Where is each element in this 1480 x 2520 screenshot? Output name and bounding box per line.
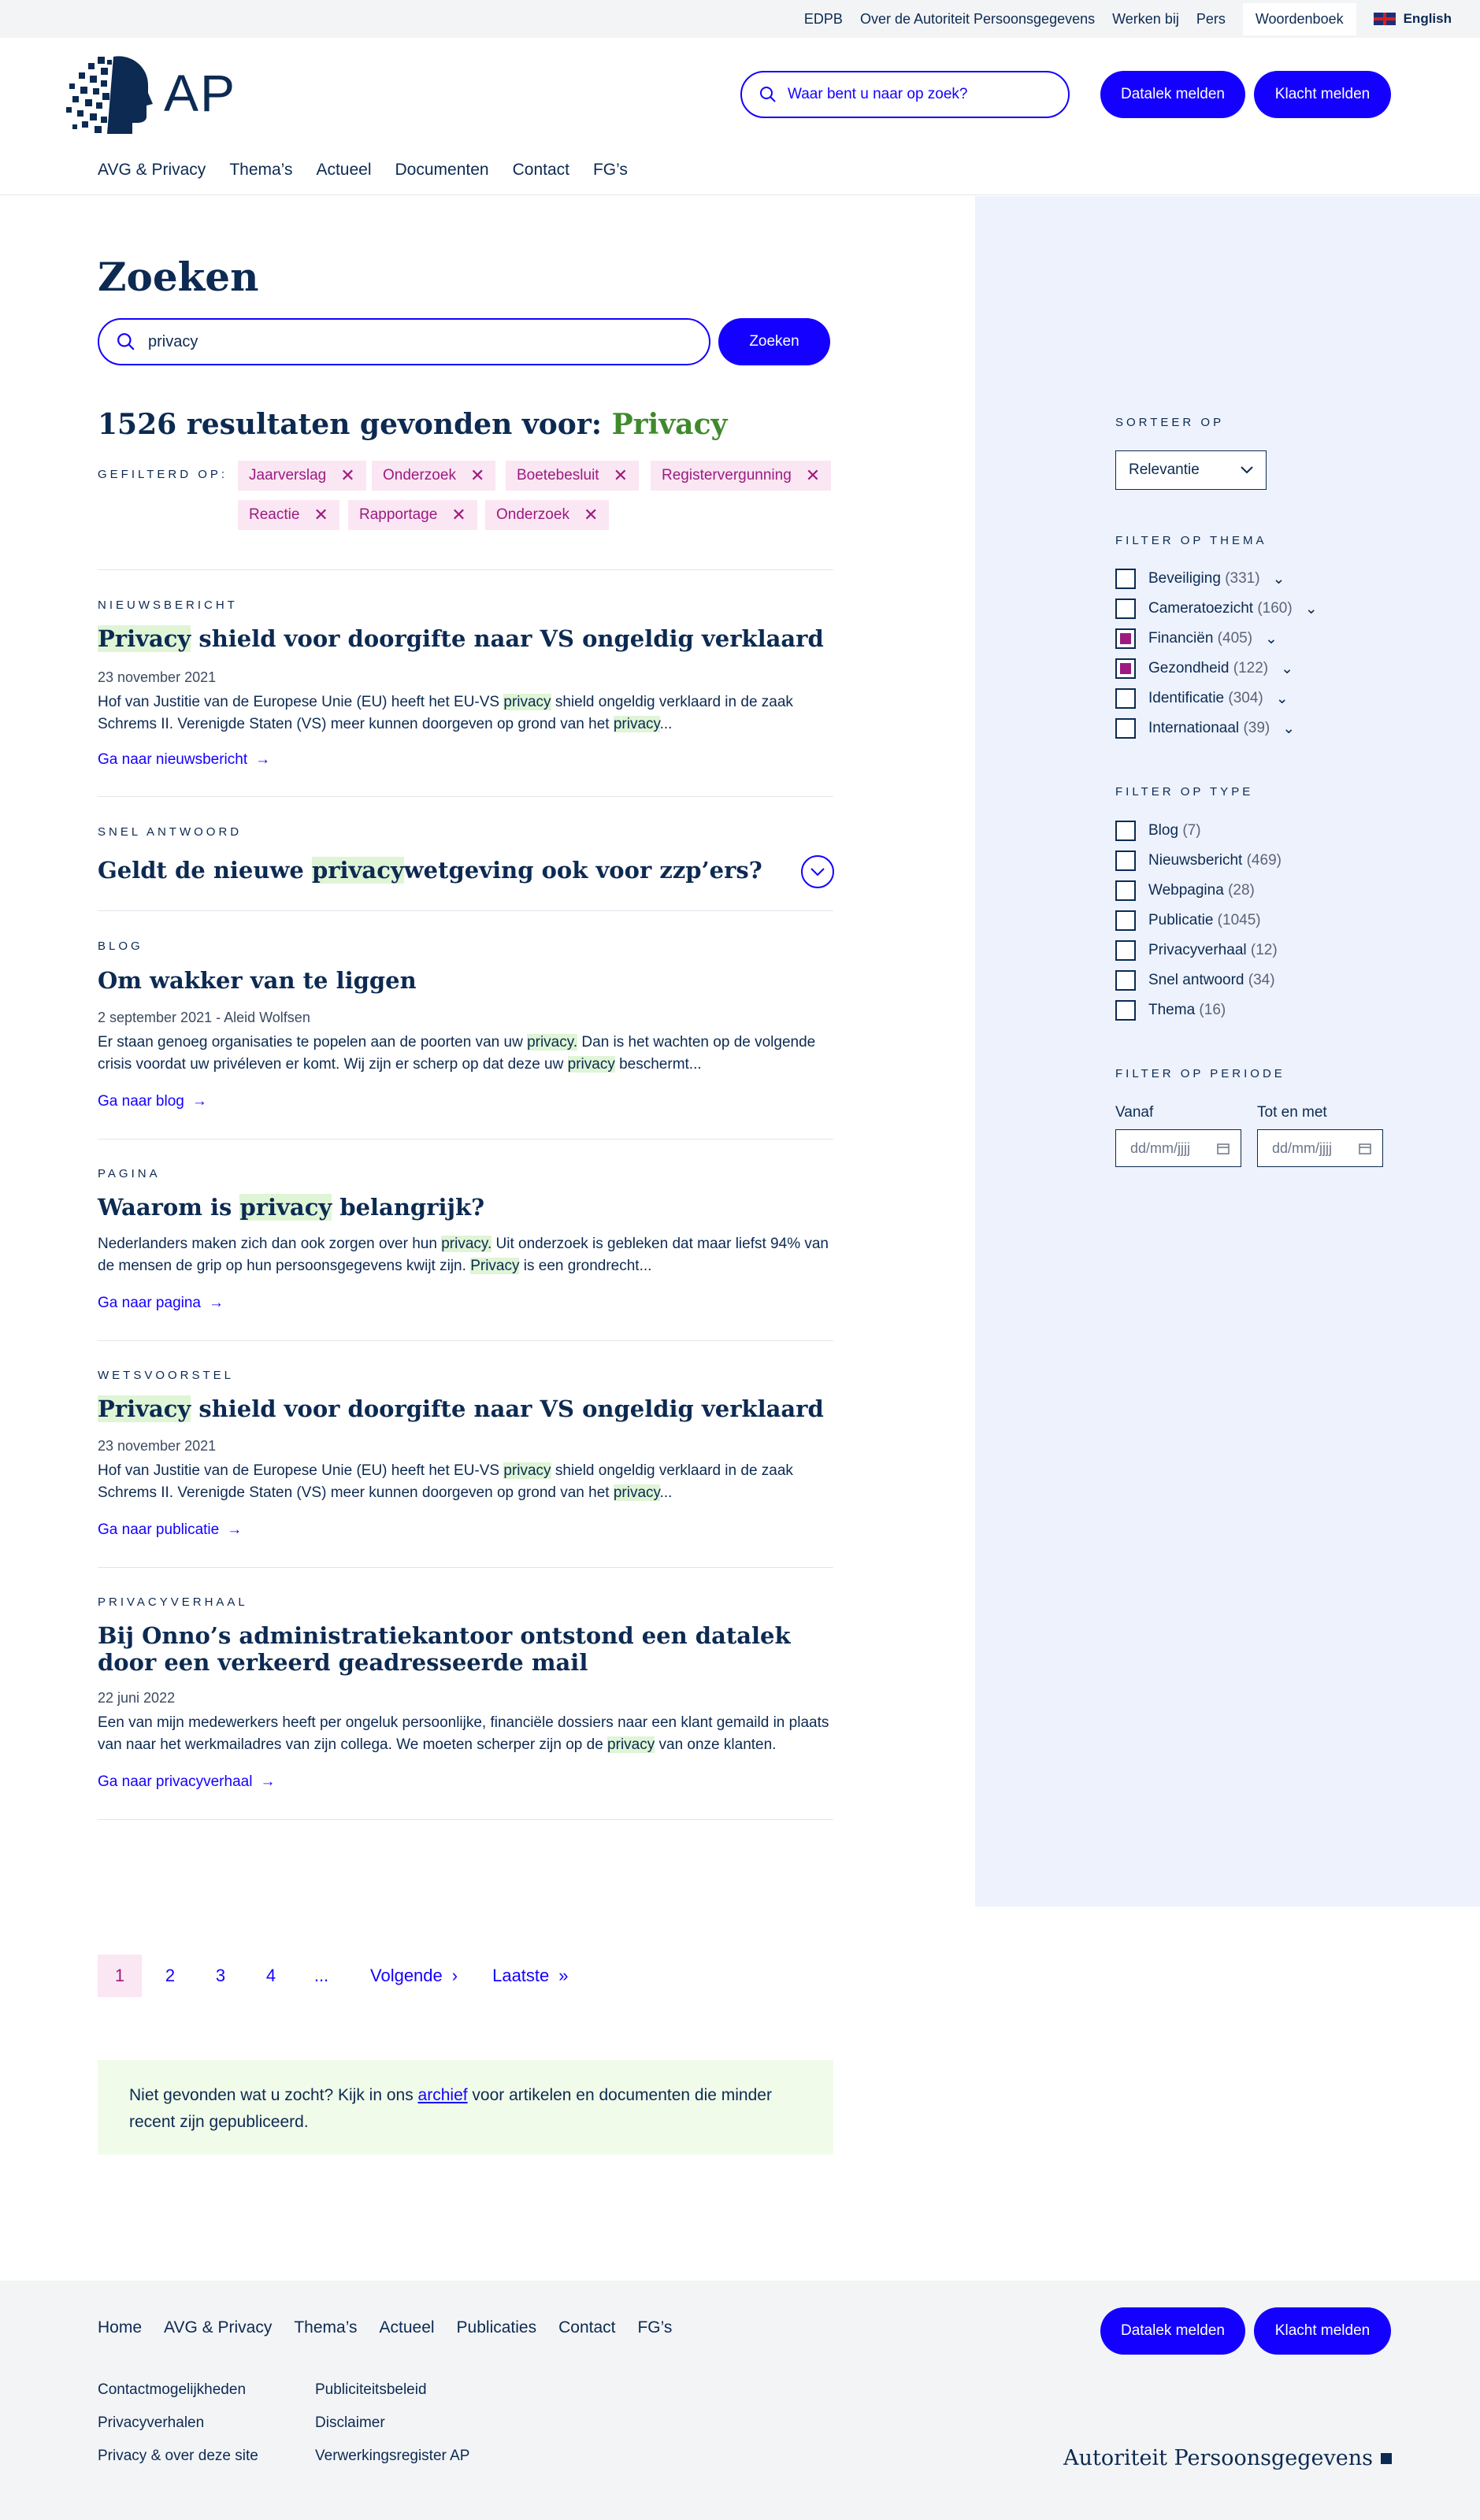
footer-nav-fgs[interactable]: FG’s (637, 2318, 673, 2337)
footer-link[interactable]: Verwerkingsregister AP (315, 2448, 470, 2464)
chip-label: Jaarverslag (249, 467, 327, 484)
filter-chip[interactable] (238, 461, 366, 491)
chevron-down-icon[interactable]: ⌄ (1265, 630, 1278, 647)
footer-link[interactable]: Contactmogelijkheden (98, 2381, 247, 2398)
result-title[interactable]: Bij Onno’s administratiekantoor ontstond een datalek door een verkeerd geadresseerde mail (98, 1622, 791, 1676)
result-title[interactable]: Geldt de nieuwe privacywetgeving ook voor zzp’ers? (98, 857, 762, 884)
filter-chip[interactable] (506, 461, 639, 491)
chip-label: Reactie (249, 506, 300, 523)
utility-bar (0, 0, 1480, 38)
theme-option[interactable]: Internationaal (39) ⌄ (1115, 718, 1295, 739)
main-search[interactable] (98, 318, 710, 365)
main-navigation (98, 161, 628, 180)
archive-link[interactable]: archief (417, 2086, 468, 2104)
footer-nav-publicaties[interactable]: Publicaties (456, 2318, 537, 2337)
footer-brand-text: Autoriteit Persoonsgegevens (1063, 2446, 1373, 2470)
sort-select[interactable] (1115, 450, 1267, 490)
footer-link[interactable]: Disclaimer (315, 2414, 385, 2431)
page-link[interactable]: 2 (165, 1966, 176, 1985)
double-chevron-right-icon: » (558, 1966, 569, 1985)
checkbox[interactable] (1115, 821, 1136, 841)
utility-link-pers[interactable]: Pers (1196, 10, 1226, 27)
result-type: PAGINA (98, 1167, 161, 1180)
filter-label: GEFILTERD OP: (98, 468, 228, 481)
brand-square-icon (1381, 2453, 1392, 2464)
chevron-right-icon: › (451, 1966, 458, 1985)
result-type: NIEUWSBERICHT (98, 598, 238, 612)
checkbox-checked[interactable] (1115, 658, 1136, 679)
arrow-right-icon: → (209, 1295, 224, 1311)
result-type: BLOG (98, 939, 143, 953)
type-option[interactable]: Webpagina (28) (1115, 880, 1255, 901)
site-logo[interactable] (66, 52, 236, 134)
filter-chip[interactable] (372, 461, 495, 491)
page-link[interactable]: 1 (98, 1955, 142, 1997)
footer-link[interactable]: Publiciteitsbeleid (315, 2381, 427, 2398)
result-link[interactable]: Ga naar publicatie → (98, 1521, 243, 1538)
results-count: 1526 resultaten gevonden voor: (98, 408, 612, 441)
sort-label: SORTEER OP (1115, 416, 1225, 429)
page-link[interactable]: 3 (215, 1966, 226, 1985)
utility-link-woordenboek[interactable]: Woordenboek (1243, 3, 1356, 35)
pagination (98, 1955, 569, 1997)
header-search[interactable] (740, 71, 1070, 118)
divider (98, 1340, 833, 1341)
theme-option[interactable]: Gezondheid (122) ⌄ (1115, 658, 1293, 679)
type-option[interactable]: Publicatie (1045) (1115, 910, 1261, 931)
result-snippet: Hof van Justitie van de Europese Unie (EU) heeft het EU-VS privacy shield ongeldig verklaard in de zaak Schrems II. Verenigde Staten (VS) meer kunnen doorgeven op grond van het privacy... (98, 1462, 793, 1501)
result-link[interactable]: Ga naar privacyverhaal → (98, 1773, 276, 1790)
result-date: 23 november 2021 (98, 1438, 217, 1454)
checkbox[interactable] (1115, 718, 1136, 739)
type-filter-label: FILTER OP TYPE (1115, 785, 1254, 799)
page-ellipsis: ... (313, 1966, 329, 1985)
expand-chevron-icon[interactable] (801, 855, 834, 888)
result-type: SNEL ANTWOORD (98, 825, 243, 839)
footer-nav-themas[interactable]: Thema’s (294, 2318, 358, 2337)
footer-link[interactable]: Privacy & over deze site (98, 2448, 258, 2464)
type-option[interactable]: Snel antwoord (34) (1115, 970, 1275, 991)
result-type: PRIVACYVERHAAL (98, 1595, 248, 1609)
result-title[interactable]: Privacy shield voor doorgifte naar VS ongeldig verklaard (98, 625, 824, 652)
divider (98, 910, 833, 911)
result-title[interactable]: Privacy shield voor doorgifte naar VS ongeldig verklaard (98, 1395, 824, 1422)
to-label: Tot en met (1257, 1104, 1327, 1121)
header-search-input[interactable] (788, 86, 1040, 103)
utility-link-over[interactable]: Over de Autoriteit Persoonsgegevens (859, 10, 1096, 27)
footer-links-col2 (315, 2381, 469, 2465)
chevron-down-icon[interactable]: ⌄ (1272, 570, 1285, 587)
result-link[interactable]: Ga naar pagina → (98, 1295, 224, 1311)
results-heading (98, 408, 727, 441)
footer-link[interactable]: Privacyverhalen (98, 2414, 205, 2431)
nav-item-avg[interactable]: AVG & Privacy (98, 161, 206, 179)
from-date-input[interactable]: dd/mm/jjjj (1115, 1129, 1241, 1167)
theme-option[interactable]: Financiën (405) ⌄ (1115, 628, 1278, 649)
last-page-link[interactable]: Laatste » (492, 1966, 569, 1985)
checkbox[interactable] (1115, 598, 1136, 619)
divider (98, 1819, 833, 1820)
close-icon[interactable]: ✕ (583, 505, 599, 524)
arrow-right-icon: → (260, 1773, 276, 1790)
filter-chip[interactable] (238, 500, 339, 530)
uk-flag-icon (1374, 13, 1396, 25)
ap-logo-icon (66, 52, 153, 134)
theme-option[interactable]: Cameratoezicht (160) ⌄ (1115, 598, 1318, 619)
theme-filter-label: FILTER OP THEMA (1115, 534, 1267, 547)
footer-datalek-button[interactable]: Datalek melden (1100, 2307, 1245, 2355)
divider (98, 1567, 833, 1568)
type-option[interactable]: Nieuwsbericht (469) (1115, 850, 1282, 871)
search-icon (759, 86, 777, 103)
theme-option[interactable]: Identificatie (304) ⌄ (1115, 688, 1289, 709)
results-term: Privacy (611, 408, 728, 441)
result-type: WETSVOORSTEL (98, 1369, 235, 1382)
chip-label: Boetebesluit (517, 467, 599, 484)
result-link[interactable]: Ga naar blog → (98, 1093, 207, 1110)
filter-chip[interactable] (348, 500, 477, 530)
arrow-right-icon: → (255, 751, 271, 768)
result-date: 22 juni 2022 (98, 1690, 176, 1706)
filter-chip[interactable] (651, 461, 831, 491)
checkbox[interactable] (1115, 850, 1136, 871)
calendar-icon (1217, 1142, 1230, 1154)
nav-item-actueel[interactable]: Actueel (316, 161, 372, 179)
footer-klacht-button[interactable]: Klacht melden (1254, 2307, 1391, 2355)
site-header (0, 38, 1480, 195)
language-label: English (1403, 11, 1452, 26)
result-title[interactable]: Waarom is privacy belangrijk? (98, 1194, 485, 1221)
arrow-right-icon: → (227, 1521, 243, 1538)
footer-nav-home[interactable]: Home (98, 2318, 143, 2337)
checkbox[interactable] (1115, 970, 1136, 991)
close-icon[interactable]: ✕ (805, 465, 821, 485)
checkbox[interactable] (1115, 569, 1136, 589)
divider (98, 796, 833, 797)
checkbox[interactable] (1115, 910, 1136, 931)
to-date-input[interactable]: dd/mm/jjjj (1257, 1129, 1383, 1167)
close-icon[interactable]: ✕ (451, 505, 466, 524)
datalek-melden-button[interactable]: Datalek melden (1100, 71, 1245, 118)
result-snippet: Een van mijn medewerkers heeft per ongeluk persoonlijke, financiële dossiers naar een klant gemaild in plaats van naar het werkmailadres van zijn collega. We moeten scherper zijn op de privacy van onze klanten. (98, 1714, 829, 1753)
result-title[interactable]: Om wakker van te liggen (98, 967, 417, 994)
language-switch[interactable] (1374, 11, 1452, 27)
footer-navigation (98, 2318, 672, 2337)
footer-links-col1 (98, 2381, 258, 2465)
type-option[interactable]: Blog (7) (1115, 821, 1201, 841)
divider (98, 1139, 833, 1140)
result-date: 23 november 2021 (98, 669, 217, 685)
checkbox-checked[interactable] (1115, 628, 1136, 649)
nav-item-documenten[interactable]: Documenten (395, 161, 489, 179)
chevron-down-icon[interactable]: ⌄ (1281, 660, 1294, 677)
page-link[interactable]: 4 (265, 1966, 276, 1985)
close-icon[interactable]: ✕ (313, 505, 328, 524)
type-option[interactable]: Privacyverhaal (12) (1115, 940, 1278, 961)
checkbox[interactable] (1115, 1000, 1136, 1021)
checkbox[interactable] (1115, 940, 1136, 961)
logo-text: AP (164, 64, 237, 122)
chevron-down-icon[interactable]: ⌄ (1275, 690, 1289, 707)
checkbox[interactable] (1115, 688, 1136, 709)
divider (98, 569, 833, 570)
chip-label: Rapportage (359, 506, 438, 523)
chevron-down-icon (1241, 466, 1253, 474)
close-icon[interactable]: ✕ (340, 465, 355, 485)
close-icon[interactable]: ✕ (469, 465, 485, 485)
utility-link-edpb[interactable]: EDPB (803, 10, 843, 27)
from-label: Vanaf (1115, 1104, 1154, 1121)
result-snippet: Hof van Justitie van de Europese Unie (EU) heeft het EU-VS privacy shield ongeldig verklaard in de zaak Schrems II. Verenigde Staten (VS) meer kunnen doorgeven op grond van het privacy... (98, 694, 793, 732)
arrow-right-icon: → (191, 1093, 207, 1110)
main-search-input[interactable] (148, 333, 684, 351)
chip-label: Onderzoek (496, 506, 569, 523)
utility-link-werken[interactable]: Werken bij (1112, 10, 1179, 27)
next-page-link[interactable]: Volgende › (370, 1966, 458, 1985)
klacht-melden-button[interactable]: Klacht melden (1254, 71, 1391, 118)
footer-nav-actueel[interactable]: Actueel (379, 2318, 435, 2337)
sort-value: Relevantie (1129, 461, 1200, 478)
nav-item-contact[interactable]: Contact (512, 161, 569, 179)
nav-item-themas[interactable]: Thema’s (229, 161, 293, 179)
type-option[interactable]: Thema (16) (1115, 1000, 1226, 1021)
checkbox[interactable] (1115, 880, 1136, 901)
calendar-icon (1359, 1142, 1371, 1154)
archive-notice: Niet gevonden wat u zocht? Kijk in ons archief voor artikelen en documenten die minder recent zijn gepubliceerd. (98, 2060, 833, 2155)
nav-item-fgs[interactable]: FG’s (592, 161, 628, 179)
result-date: 2 september 2021 - Aleid Wolfsen (98, 1010, 310, 1025)
result-link[interactable]: Ga naar nieuwsbericht → (98, 751, 271, 768)
theme-option[interactable]: Beveiliging (331) ⌄ (1115, 569, 1285, 589)
chevron-down-icon[interactable]: ⌄ (1304, 600, 1318, 617)
search-icon (117, 332, 135, 351)
chip-label: Onderzoek (383, 467, 456, 484)
result-snippet: Nederlanders maken zich dan ook zorgen over hun privacy. Uit onderzoek is gebleken dat maar liefst 94% van de mensen de grip op hun persoonsgegevens kwijt zijn. Privacy is een grondrecht... (98, 1236, 829, 1274)
chevron-down-icon[interactable]: ⌄ (1282, 720, 1296, 737)
site-footer (0, 2281, 1480, 2520)
search-submit-button[interactable]: Zoeken (718, 318, 830, 365)
page-title: Zoeken (98, 254, 259, 300)
period-filter-label: FILTER OP PERIODE (1115, 1067, 1285, 1080)
chip-label: Registervergunning (662, 467, 792, 484)
footer-nav-avg[interactable]: AVG & Privacy (164, 2318, 273, 2337)
close-icon[interactable]: ✕ (613, 465, 629, 485)
result-snippet: Er staan genoeg organisaties te popelen aan de poorten van uw privacy. Dan is het wachten op de volgende crisis voordat uw privéleven er komt. Wij zijn er scherp op dat deze uw privacy beschermt... (98, 1034, 816, 1073)
filter-chip[interactable] (485, 500, 609, 530)
footer-brand (1063, 2446, 1392, 2470)
footer-nav-contact[interactable]: Contact (558, 2318, 616, 2337)
